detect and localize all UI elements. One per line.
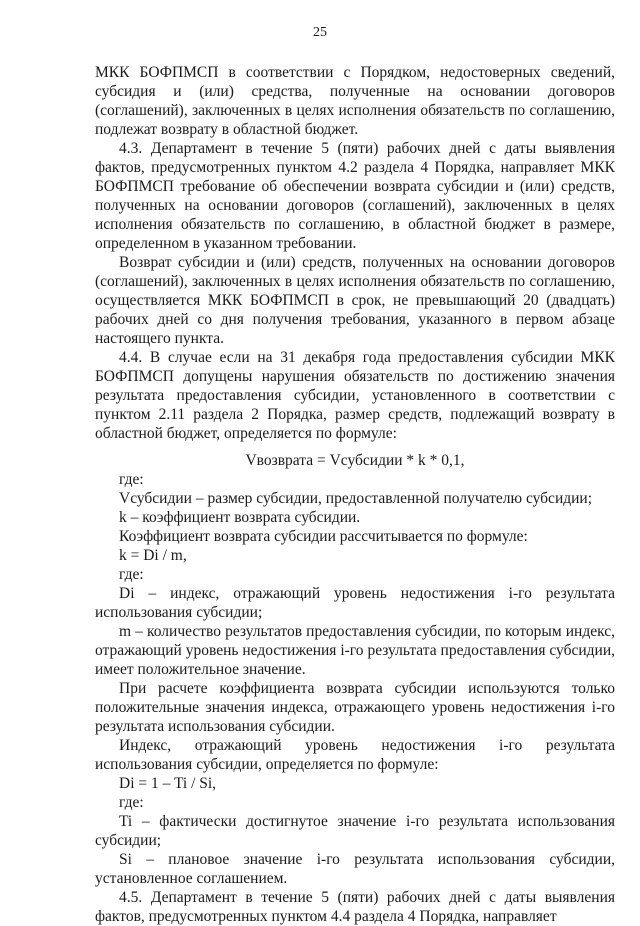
paragraph-return-deadline: Возврат субсидии и (или) средств, полученных на основании договоров (соглашений), заключенных в целях исполнения обязательств по соглашению, осуществляется МКК БОФПМСП в срок, не превышающий 20 (двадцать) рабочих дней со дня получения требования, указанного в первом абзаце настоящего пункта. [95, 254, 615, 347]
definition-si: Si – плановое значение i-го результата использования субсидии, установленное соглашением. [95, 851, 615, 887]
formula-return-amount: Vвозврата = Vсубсидии * k * 0,1, [245, 452, 465, 469]
formula-k: k = Di / m, [119, 547, 187, 564]
where-label: где: [119, 566, 144, 583]
paragraph-4-3: 4.3. Департамент в течение 5 (пяти) рабочих дней с даты выявления фактов, предусмотренных пунктом 4.2 раздела 4 Порядка, направляет МКК БОФПМСП требование об обеспечении возврата субсидии и (или) средств, полученных на основании договоров (соглашений), заключенных в целях исполнения обязательств по соглашению, в областной бюджет в размере, определенном в указанном требовании. [95, 140, 615, 252]
definition-k: k – коэффициент возврата субсидии. [119, 509, 361, 526]
where-label: где: [119, 794, 144, 811]
document-body [95, 63, 615, 926]
definition-v-subsidy: Vсубсидии – размер субсидии, предоставленной получателю субсидии; [119, 490, 593, 507]
definition-ti: Ti – фактически достигнутое значение i-го результата использования субсидии; [95, 813, 615, 849]
paragraph-positive-values: При расчете коэффициента возврата субсидии используются только положительные значения индекса, отражающего уровень недостижения i-го результата использования субсидии. [95, 680, 615, 735]
paragraph-4-4: 4.4. В случае если на 31 декабря года предоставления субсидии МКК БОФПМСП допущены нарушения обязательств по достижению значения результата предоставления субсидии, установленного в соответствии с пунктом 2.11 раздела 2 Порядка, размер средств, подлежащий возврату в областной бюджет, определяется по формуле: [95, 349, 615, 442]
definition-m: m – количество результатов предоставления субсидии, по которым индекс, отражающий уровень недостижения i-го результата предоставления субсидии, имеет положительное значение. [95, 623, 615, 678]
paragraph-index-formula: Индекс, отражающий уровень недостижения i-го результата использования субсидии, определяется по формуле: [95, 737, 615, 773]
where-label: где: [119, 471, 144, 488]
page-number: 25 [313, 25, 327, 40]
paragraph-sanction-return: МКК БОФПМСП в соответствии с Порядком, недостоверных сведений, субсидия и (или) средства, полученные на основании договоров (соглашений), заключенных в целях исполнения обязательств по соглашению, подлежат возврату в областной бюджет. [95, 64, 615, 138]
formula-di: Di = 1 – Ti / Si, [119, 775, 217, 792]
k-formula-intro: Коэффициент возврата субсидии рассчитывается по формуле: [119, 528, 528, 545]
definition-di: Di – индекс, отражающий уровень недостижения i-го результата использования субсидии; [95, 585, 615, 621]
paragraph-4-5: 4.5. Департамент в течение 5 (пяти) рабочих дней с даты выявления фактов, предусмотренных пунктом 4.4 раздела 4 Порядка, направляет [95, 889, 615, 925]
